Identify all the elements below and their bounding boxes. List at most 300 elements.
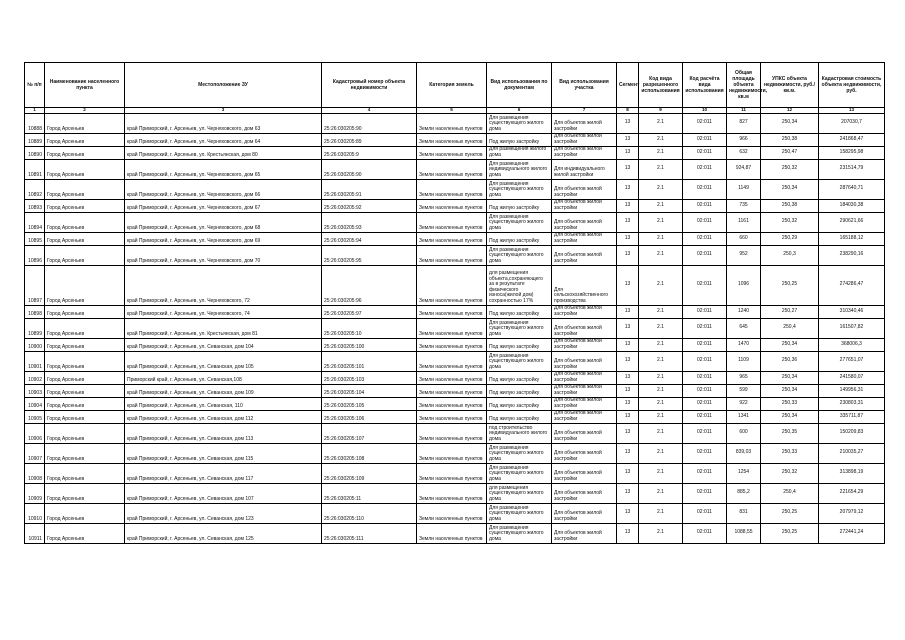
land-category-cell: Земли населенных пунктов bbox=[417, 146, 487, 159]
vri-code-cell: 2.1 bbox=[639, 159, 683, 179]
header-cell: Код расчёта вида использования bbox=[683, 63, 727, 108]
calc-code-cell: 02:011 bbox=[683, 133, 727, 146]
table-row bbox=[25, 133, 885, 146]
document-use-cell: Для размещения существующего жилого дома bbox=[487, 351, 552, 371]
cadastral-cost-cell: 274286,47 bbox=[819, 265, 885, 305]
calc-code-cell: 02:011 bbox=[683, 305, 727, 318]
row-number-cell: 10898 bbox=[25, 305, 45, 318]
cadastral-cost-cell: 272441,24 bbox=[819, 523, 885, 543]
column-number: 7 bbox=[552, 108, 617, 114]
town-cell: Город Арсеньев bbox=[45, 199, 125, 212]
area-cell: 1149 bbox=[727, 179, 761, 199]
town-cell: Город Арсеньев bbox=[45, 423, 125, 443]
upks-cell: 250,34 bbox=[761, 338, 819, 351]
calc-code-cell: 02:011 bbox=[683, 423, 727, 443]
land-category-cell: Земли населенных пунктов bbox=[417, 443, 487, 463]
town-cell: Город Арсеньев bbox=[45, 483, 125, 503]
vri-code-cell: 2.1 bbox=[639, 423, 683, 443]
column-number: 13 bbox=[819, 108, 885, 114]
upks-cell: 250,33 bbox=[761, 397, 819, 410]
vri-code-cell: 2.1 bbox=[639, 232, 683, 245]
area-cell: 600 bbox=[727, 423, 761, 443]
row-number-cell: 10889 bbox=[25, 133, 45, 146]
location-cell: край Приморский, г. Арсеньев, ул. Севанская, дом 113 bbox=[125, 423, 322, 443]
table-row bbox=[25, 397, 885, 410]
calc-code-cell: 02:011 bbox=[683, 371, 727, 384]
upks-cell: 250,33 bbox=[761, 443, 819, 463]
row-number-cell: 10895 bbox=[25, 232, 45, 245]
town-cell: Город Арсеньев bbox=[45, 410, 125, 423]
land-category-cell: Земли населенных пунктов bbox=[417, 397, 487, 410]
land-category-cell: Земли населенных пунктов bbox=[417, 212, 487, 232]
area-cell: 660 bbox=[727, 232, 761, 245]
cadastral-number-cell: 25:26:030205:106 bbox=[322, 410, 417, 423]
segment-cell: 13 bbox=[617, 397, 639, 410]
upks-cell: 250,34 bbox=[761, 113, 819, 133]
column-number: 11 bbox=[727, 108, 761, 114]
town-cell: Город Арсеньев bbox=[45, 265, 125, 305]
column-number: 8 bbox=[617, 108, 639, 114]
row-number-cell: 10901 bbox=[25, 351, 45, 371]
vri-code-cell: 2.1 bbox=[639, 179, 683, 199]
vri-code-cell: 2.1 bbox=[639, 483, 683, 503]
land-category-cell: Земли населенных пунктов bbox=[417, 338, 487, 351]
calc-code-cell: 02:011 bbox=[683, 503, 727, 523]
table-row bbox=[25, 338, 885, 351]
document-use-cell: для размещения существующего жилого дома bbox=[487, 483, 552, 503]
cadastral-cost-cell: 290621,66 bbox=[819, 212, 885, 232]
actual-use-cell: Для индивидуального жилой застройки bbox=[552, 159, 617, 179]
actual-use-cell: Для объектов жилой застройки bbox=[552, 523, 617, 543]
actual-use-cell: Для объектов жилой застройки bbox=[552, 232, 617, 245]
land-category-cell: Земли населенных пунктов bbox=[417, 232, 487, 245]
cadastral-number-cell: 25:26:030205:89 bbox=[322, 133, 417, 146]
upks-cell: 250,4 bbox=[761, 483, 819, 503]
upks-cell: 250,34 bbox=[761, 179, 819, 199]
cadastral-number-cell: 25:26:030205:96 bbox=[322, 265, 417, 305]
vri-code-cell: 2.1 bbox=[639, 199, 683, 212]
segment-cell: 13 bbox=[617, 384, 639, 397]
location-cell: край Приморский, г. Арсеньев, ул. Черняховского, 72 bbox=[125, 265, 322, 305]
segment-cell: 13 bbox=[617, 371, 639, 384]
cadastral-number-cell: 25:26:030205:91 bbox=[322, 179, 417, 199]
cadastral-number-cell: 25:26:030205:90 bbox=[322, 159, 417, 179]
location-cell: край Приморский, г. Арсеньев, ул. Черняховского, дом 68 bbox=[125, 212, 322, 232]
row-number-cell: 10904 bbox=[25, 397, 45, 410]
location-cell: Приморский край, г. Арсеньев, ул. Севанская,108 bbox=[125, 371, 322, 384]
row-number-cell: 10888 bbox=[25, 113, 45, 133]
header-cell: Вид использования по документам bbox=[487, 63, 552, 108]
document-use-cell: Под жилую застройку bbox=[487, 397, 552, 410]
table-row bbox=[25, 371, 885, 384]
document-use-cell: Для размещения существующего жилого дома bbox=[487, 245, 552, 265]
cadastral-value-sheet bbox=[24, 62, 884, 544]
cadastral-number-cell: 25:26:030205:9 bbox=[322, 146, 417, 159]
cadastral-cost-cell: 238290,16 bbox=[819, 245, 885, 265]
land-category-cell: Земли населенных пунктов bbox=[417, 523, 487, 543]
actual-use-cell: Для объектов жилой застройки bbox=[552, 318, 617, 338]
vri-code-cell: 2.1 bbox=[639, 146, 683, 159]
column-number: 2 bbox=[45, 108, 125, 114]
upks-cell: 250,34 bbox=[761, 384, 819, 397]
column-number: 4 bbox=[322, 108, 417, 114]
cadastral-cost-cell: 210035,27 bbox=[819, 443, 885, 463]
land-category-cell: Земли населенных пунктов bbox=[417, 483, 487, 503]
vri-code-cell: 2.1 bbox=[639, 503, 683, 523]
calc-code-cell: 02:011 bbox=[683, 113, 727, 133]
upks-cell: 250,25 bbox=[761, 523, 819, 543]
town-cell: Город Арсеньев bbox=[45, 443, 125, 463]
location-cell: край Приморский, г. Арсеньев, ул. Севанская, дом 115 bbox=[125, 443, 322, 463]
town-cell: Город Арсеньев bbox=[45, 523, 125, 543]
cadastral-number-cell: 25:26:030205:110 bbox=[322, 503, 417, 523]
land-category-cell: Земли населенных пунктов bbox=[417, 199, 487, 212]
vri-code-cell: 2.1 bbox=[639, 523, 683, 543]
row-number-cell: 10894 bbox=[25, 212, 45, 232]
area-cell: 839,03 bbox=[727, 443, 761, 463]
calc-code-cell: 02:011 bbox=[683, 463, 727, 483]
table-row bbox=[25, 199, 885, 212]
column-number: 10 bbox=[683, 108, 727, 114]
segment-cell: 13 bbox=[617, 159, 639, 179]
upks-cell: 250,34 bbox=[761, 371, 819, 384]
upks-cell: 250,32 bbox=[761, 463, 819, 483]
actual-use-cell: Для объектов жилой застройки bbox=[552, 351, 617, 371]
location-cell: край Приморский, г. Арсеньев, ул. Севанская, дом 112 bbox=[125, 410, 322, 423]
land-category-cell: Земли населенных пунктов bbox=[417, 113, 487, 133]
cadastral-cost-cell: 161507,82 bbox=[819, 318, 885, 338]
cadastral-cost-cell: 158295,98 bbox=[819, 146, 885, 159]
cadastral-cost-cell: 241580,07 bbox=[819, 371, 885, 384]
table-row bbox=[25, 443, 885, 463]
calc-code-cell: 02:011 bbox=[683, 318, 727, 338]
calc-code-cell: 02:011 bbox=[683, 199, 727, 212]
cadastral-number-cell: 25:26:030205:105 bbox=[322, 397, 417, 410]
actual-use-cell: Для объектов жилой застройки bbox=[552, 384, 617, 397]
column-number: 6 bbox=[487, 108, 552, 114]
row-number-cell: 10909 bbox=[25, 483, 45, 503]
segment-cell: 13 bbox=[617, 503, 639, 523]
segment-cell: 13 bbox=[617, 318, 639, 338]
location-cell: край Приморский, г. Арсеньев, ул. Черняховского, дом 66 bbox=[125, 179, 322, 199]
location-cell: край Приморский, г. Арсеньев, ул. Севанская, дом 125 bbox=[125, 523, 322, 543]
upks-cell: 250,4 bbox=[761, 318, 819, 338]
row-number-cell: 10892 bbox=[25, 179, 45, 199]
document-use-cell: Для размещения существующего жилого дома bbox=[487, 113, 552, 133]
town-cell: Город Арсеньев bbox=[45, 351, 125, 371]
actual-use-cell: Для объектов жилой застройки bbox=[552, 245, 617, 265]
row-number-cell: 10907 bbox=[25, 443, 45, 463]
document-use-cell: Для размещения индивидуального жилого дома bbox=[487, 159, 552, 179]
town-cell: Город Арсеньев bbox=[45, 232, 125, 245]
location-cell: край Приморский, г. Арсеньев, ул. Севанская, дом 117 bbox=[125, 463, 322, 483]
land-category-cell: Земли населенных пунктов bbox=[417, 245, 487, 265]
document-use-cell: Под жилую застройку bbox=[487, 410, 552, 423]
cadastral-cost-cell: 277651,07 bbox=[819, 351, 885, 371]
vri-code-cell: 2.1 bbox=[639, 443, 683, 463]
cadastral-cost-cell: 207979,12 bbox=[819, 503, 885, 523]
location-cell: край Приморский, г. Арсеньев, ул. Севанская, 110 bbox=[125, 397, 322, 410]
location-cell: край Приморский, г. Арсеньев, ул. Черняховского, дом 63 bbox=[125, 113, 322, 133]
area-cell: 1254 bbox=[727, 463, 761, 483]
document-use-cell: Для размещения существующего жилого дома bbox=[487, 443, 552, 463]
document-use-cell: Под жилую застройку bbox=[487, 371, 552, 384]
segment-cell: 13 bbox=[617, 463, 639, 483]
calc-code-cell: 02:011 bbox=[683, 483, 727, 503]
row-number-cell: 10900 bbox=[25, 338, 45, 351]
segment-cell: 13 bbox=[617, 423, 639, 443]
cadastral-number-cell: 25:26:030205:101 bbox=[322, 351, 417, 371]
area-cell: 1161 bbox=[727, 212, 761, 232]
vri-code-cell: 2.1 bbox=[639, 265, 683, 305]
upks-cell: 250,38 bbox=[761, 133, 819, 146]
actual-use-cell: Для объектов жилой застройки bbox=[552, 397, 617, 410]
table-row bbox=[25, 483, 885, 503]
area-cell: 1109 bbox=[727, 351, 761, 371]
cadastral-number-cell: 25:26:030205:107 bbox=[322, 423, 417, 443]
vri-code-cell: 2.1 bbox=[639, 133, 683, 146]
table-row bbox=[25, 410, 885, 423]
row-number-cell: 10910 bbox=[25, 503, 45, 523]
row-number-cell: 10899 bbox=[25, 318, 45, 338]
segment-cell: 13 bbox=[617, 305, 639, 318]
area-cell: 965 bbox=[727, 371, 761, 384]
vri-code-cell: 2.1 bbox=[639, 212, 683, 232]
table-row bbox=[25, 351, 885, 371]
town-cell: Город Арсеньев bbox=[45, 159, 125, 179]
calc-code-cell: 02:011 bbox=[683, 232, 727, 245]
cadastral-number-cell: 25:26:030205:94 bbox=[322, 232, 417, 245]
cadastral-value-table bbox=[24, 62, 885, 544]
land-category-cell: Земли населенных пунктов bbox=[417, 318, 487, 338]
land-category-cell: Земли населенных пунктов bbox=[417, 410, 487, 423]
upks-cell: 250,32 bbox=[761, 159, 819, 179]
upks-cell: 250,25 bbox=[761, 265, 819, 305]
header-cell: Общая площадь объекта недвижимости, кв.м bbox=[727, 63, 761, 108]
row-number-cell: 10902 bbox=[25, 371, 45, 384]
land-category-cell: Земли населенных пунктов bbox=[417, 503, 487, 523]
cadastral-number-cell: 25:26:030205:95 bbox=[322, 245, 417, 265]
upks-cell: 250,36 bbox=[761, 351, 819, 371]
segment-cell: 13 bbox=[617, 133, 639, 146]
upks-cell: 250,29 bbox=[761, 232, 819, 245]
area-cell: 645 bbox=[727, 318, 761, 338]
calc-code-cell: 02:011 bbox=[683, 338, 727, 351]
calc-code-cell: 02:011 bbox=[683, 410, 727, 423]
segment-cell: 13 bbox=[617, 146, 639, 159]
cadastral-cost-cell: 313898,19 bbox=[819, 463, 885, 483]
location-cell: край Приморский, г. Арсеньев, ул. Севанская, дом 109 bbox=[125, 384, 322, 397]
header-cell: Кадастровый номер объекта недвижимости bbox=[322, 63, 417, 108]
area-cell: 1088,55 bbox=[727, 523, 761, 543]
area-cell: 885,2 bbox=[727, 483, 761, 503]
town-cell: Город Арсеньев bbox=[45, 146, 125, 159]
cadastral-number-cell: 25:26:030205:103 bbox=[322, 371, 417, 384]
cadastral-number-cell: 25:26:030205:109 bbox=[322, 463, 417, 483]
location-cell: край Приморский, г. Арсеньев, ул. Черняховского, дом 67 bbox=[125, 199, 322, 212]
row-number-cell: 10893 bbox=[25, 199, 45, 212]
location-cell: край Приморский, г. Арсеньев, ул. Севанская, дом 123 bbox=[125, 503, 322, 523]
actual-use-cell: Для объектов жилой застройки bbox=[552, 503, 617, 523]
calc-code-cell: 02:011 bbox=[683, 384, 727, 397]
cadastral-number-cell: 25:26:030205:97 bbox=[322, 305, 417, 318]
cadastral-cost-cell: 221654,29 bbox=[819, 483, 885, 503]
vri-code-cell: 2.1 bbox=[639, 463, 683, 483]
segment-cell: 13 bbox=[617, 351, 639, 371]
segment-cell: 13 bbox=[617, 232, 639, 245]
town-cell: Город Арсеньев bbox=[45, 318, 125, 338]
area-cell: 966 bbox=[727, 133, 761, 146]
document-use-cell: для размещения объекта,сохраняющего за в результате физического износа(жилой дом) сохранностью 17% bbox=[487, 265, 552, 305]
actual-use-cell: Для объектов жилой застройки bbox=[552, 463, 617, 483]
table-row bbox=[25, 523, 885, 543]
town-cell: Город Арсеньев bbox=[45, 397, 125, 410]
upks-cell: 250,35 bbox=[761, 423, 819, 443]
location-cell: край Приморский, г. Арсеньев, ул. Крестьянская, дом 80 bbox=[125, 146, 322, 159]
cadastral-cost-cell: 165188,12 bbox=[819, 232, 885, 245]
land-category-cell: Земли населенных пунктов bbox=[417, 351, 487, 371]
town-cell: Город Арсеньев bbox=[45, 463, 125, 483]
upks-cell: 250,27 bbox=[761, 305, 819, 318]
table-row bbox=[25, 265, 885, 305]
segment-cell: 13 bbox=[617, 179, 639, 199]
land-category-cell: Земли населенных пунктов bbox=[417, 265, 487, 305]
location-cell: край Приморский, г. Арсеньев, ул. Черняховского, дом 69 bbox=[125, 232, 322, 245]
actual-use-cell: Для объектов жилой застройки bbox=[552, 199, 617, 212]
cadastral-cost-cell: 184030,38 bbox=[819, 199, 885, 212]
land-category-cell: Земли населенных пунктов bbox=[417, 305, 487, 318]
town-cell: Город Арсеньев bbox=[45, 371, 125, 384]
actual-use-cell: Для объектов жилой застройки bbox=[552, 371, 617, 384]
segment-cell: 13 bbox=[617, 265, 639, 305]
segment-cell: 13 bbox=[617, 483, 639, 503]
cadastral-cost-cell: 335711,87 bbox=[819, 410, 885, 423]
location-cell: край Приморский, г. Арсеньев, ул. Черняховского, дом 65 bbox=[125, 159, 322, 179]
town-cell: Город Арсеньев bbox=[45, 503, 125, 523]
area-cell: 831 bbox=[727, 503, 761, 523]
table-row bbox=[25, 318, 885, 338]
actual-use-cell: Для объектов жилой застройки bbox=[552, 113, 617, 133]
document-use-cell: Для размещения существующего жилого дома bbox=[487, 212, 552, 232]
cadastral-number-cell: 25:26:030205:108 bbox=[322, 443, 417, 463]
actual-use-cell: Для объектов жилой застройки bbox=[552, 146, 617, 159]
cadastral-cost-cell: 150209,83 bbox=[819, 423, 885, 443]
row-number-cell: 10890 bbox=[25, 146, 45, 159]
table-row bbox=[25, 423, 885, 443]
town-cell: Город Арсеньев bbox=[45, 384, 125, 397]
calc-code-cell: 02:011 bbox=[683, 179, 727, 199]
segment-cell: 13 bbox=[617, 199, 639, 212]
upks-cell: 250,34 bbox=[761, 410, 819, 423]
document-use-cell: Под жилую застройку bbox=[487, 384, 552, 397]
segment-cell: 13 bbox=[617, 523, 639, 543]
header-cell: № п/п bbox=[25, 63, 45, 108]
cadastral-number-cell: 25:26:030205:11 bbox=[322, 483, 417, 503]
cadastral-number-cell: 25:26:030205:100 bbox=[322, 338, 417, 351]
vri-code-cell: 2.1 bbox=[639, 245, 683, 265]
location-cell: край Приморский, г. Арсеньев, ул. Черняховского, 74 bbox=[125, 305, 322, 318]
cadastral-number-cell: 25:26:030205:90 bbox=[322, 113, 417, 133]
document-use-cell: Под жилую застройку bbox=[487, 305, 552, 318]
segment-cell: 13 bbox=[617, 338, 639, 351]
row-number-cell: 10903 bbox=[25, 384, 45, 397]
location-cell: край Приморский, г. Арсеньев, ул. Севанская, дом 105 bbox=[125, 351, 322, 371]
segment-cell: 13 bbox=[617, 113, 639, 133]
row-number-cell: 10911 bbox=[25, 523, 45, 543]
row-number-cell: 10897 bbox=[25, 265, 45, 305]
vri-code-cell: 2.1 bbox=[639, 397, 683, 410]
table-row bbox=[25, 212, 885, 232]
town-cell: Город Арсеньев bbox=[45, 179, 125, 199]
actual-use-cell: Для объектов жилой застройки bbox=[552, 305, 617, 318]
vri-code-cell: 2.1 bbox=[639, 318, 683, 338]
segment-cell: 13 bbox=[617, 212, 639, 232]
calc-code-cell: 02:011 bbox=[683, 146, 727, 159]
row-number-cell: 10906 bbox=[25, 423, 45, 443]
header-cell: Код вида разрешенного использования bbox=[639, 63, 683, 108]
calc-code-cell: 02:011 bbox=[683, 212, 727, 232]
header-cell: УПКС объекта недвижимости, руб./кв.м. bbox=[761, 63, 819, 108]
column-number: 9 bbox=[639, 108, 683, 114]
cadastral-cost-cell: 287640,71 bbox=[819, 179, 885, 199]
actual-use-cell: Для сельскохозяйственного производства bbox=[552, 265, 617, 305]
actual-use-cell: Для объектов жилой застройки bbox=[552, 212, 617, 232]
area-cell: 1096 bbox=[727, 265, 761, 305]
header-cell: Местоположение ЗУ bbox=[125, 63, 322, 108]
vri-code-cell: 2.1 bbox=[639, 384, 683, 397]
header-cell: Категория земель bbox=[417, 63, 487, 108]
actual-use-cell: Для объектов жилой застройки bbox=[552, 338, 617, 351]
actual-use-cell: Для объектов жилой застройки bbox=[552, 410, 617, 423]
document-use-cell: Для размещения существующего жилого дома bbox=[487, 503, 552, 523]
calc-code-cell: 02:011 bbox=[683, 523, 727, 543]
location-cell: край Приморский, г. Арсеньев, ул. Севанская, дом 104 bbox=[125, 338, 322, 351]
calc-code-cell: 02:011 bbox=[683, 245, 727, 265]
town-cell: Город Арсеньев bbox=[45, 245, 125, 265]
upks-cell: 250,38 bbox=[761, 199, 819, 212]
upks-cell: 250,47 bbox=[761, 146, 819, 159]
table-row bbox=[25, 232, 885, 245]
location-cell: край Приморский, г. Арсеньев, ул. Черняховского, дом 64 bbox=[125, 133, 322, 146]
cadastral-cost-cell: 241868,47 bbox=[819, 133, 885, 146]
actual-use-cell: Для объектов жилой застройки bbox=[552, 133, 617, 146]
row-number-cell: 10891 bbox=[25, 159, 45, 179]
cadastral-cost-cell: 368006,3 bbox=[819, 338, 885, 351]
document-use-cell: Под жилую застройку bbox=[487, 133, 552, 146]
table-row bbox=[25, 159, 885, 179]
area-cell: 1240 bbox=[727, 305, 761, 318]
land-category-cell: Земли населенных пунктов bbox=[417, 133, 487, 146]
column-number: 5 bbox=[417, 108, 487, 114]
table-row bbox=[25, 113, 885, 133]
column-number: 12 bbox=[761, 108, 819, 114]
land-category-cell: Земли населенных пунктов bbox=[417, 179, 487, 199]
area-cell: 735 bbox=[727, 199, 761, 212]
cadastral-number-cell: 25:26:030205:92 bbox=[322, 199, 417, 212]
table-body bbox=[25, 113, 885, 543]
cadastral-number-cell: 25:26:030205:93 bbox=[322, 212, 417, 232]
area-cell: 924,87 bbox=[727, 159, 761, 179]
document-use-cell: Для размещения жилого дома bbox=[487, 146, 552, 159]
land-category-cell: Земли населенных пунктов bbox=[417, 423, 487, 443]
header-row bbox=[25, 63, 885, 108]
cadastral-cost-cell: 149956,31 bbox=[819, 384, 885, 397]
actual-use-cell: Для объектов жилой застройки bbox=[552, 443, 617, 463]
upks-cell: 250,3 bbox=[761, 245, 819, 265]
vri-code-cell: 2.1 bbox=[639, 338, 683, 351]
document-use-cell: Под жилую застройку bbox=[487, 232, 552, 245]
document-use-cell: под строительство индивидуального жилого дома bbox=[487, 423, 552, 443]
